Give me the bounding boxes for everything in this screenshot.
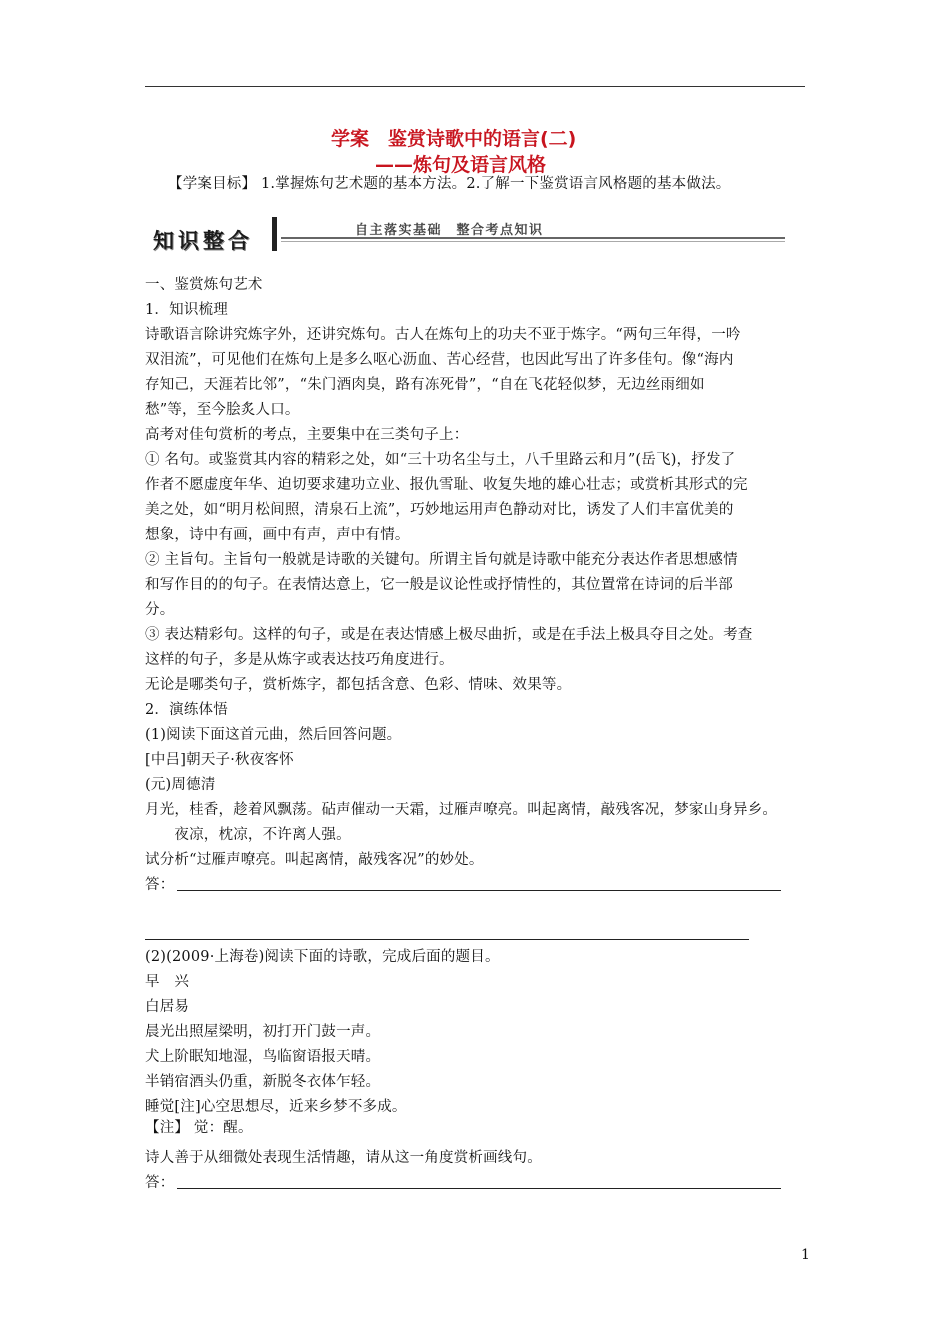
question-text: 诗人善于从细微处表现生活情趣，请从这一角度赏析画线句。 [145, 1150, 542, 1166]
paragraph-line: 美之处，如“明月松间照，清泉石上流”，巧妙地运用声色静动对比，诱发了人们丰富优美的 [145, 502, 734, 518]
poem-author: 白居易 [145, 999, 190, 1015]
paragraph-line: 和写作目的的句子。在表情达意上，它一般是议论性或抒情性的，其位置常在诗词的后半部 [145, 577, 733, 593]
paragraph-line: 高考对佳句赏析的考点，主要集中在三类句子上： [145, 427, 469, 443]
banner-subtitle: 自主落实基础 整合考点知识 [355, 223, 544, 238]
paragraph-line: 分。 [145, 602, 175, 618]
poem-line: 犬上阶眠知地湿，鸟临窗语报天晴。 [145, 1049, 381, 1065]
page-title: 学案 鉴赏诗歌中的语言(二) [331, 128, 577, 150]
question-prompt: (1)阅读下面这首元曲，然后回答问题。 [145, 727, 402, 743]
paragraph-line: 双泪流”，可见他们在炼句上是多么呕心沥血、苦心经营，也因此写出了许多佳句。像“海内 [145, 352, 734, 368]
paragraph-line: 无论是哪类句子，赏析炼字，都包括含意、色彩、情味、效果等。 [145, 677, 572, 693]
page-number: 1 [801, 1247, 810, 1263]
banner-label: 知识整合 [153, 229, 253, 253]
question-text: 试分析“过雁声嘹亮。叫起离情，敲残客况”的妙处。 [145, 852, 484, 868]
paragraph-line: 诗歌语言除讲究炼字外，还讲究炼句。古人在炼句上的功夫不亚于炼字。“两句三年得，一吟 [145, 327, 741, 343]
section-banner [145, 215, 785, 255]
poem-note: 【注】 觉：醒。 [145, 1120, 253, 1136]
banner-rule-thin [281, 241, 785, 242]
question-prompt: (2)(2009·上海卷)阅读下面的诗歌，完成后面的题目。 [145, 949, 500, 965]
paragraph-line: ① 名句。或鉴赏其内容的精彩之处，如“三十功名尘与土，八千里路云和月”(岳飞)，抒发了 [145, 452, 736, 468]
poem-line: 半销宿酒头仍重，新脱冬衣体乍轻。 [145, 1074, 381, 1090]
paragraph-line: ③ 表达精彩句。这样的句子，或是在表达情感上极尽曲折，或是在手法上极具夺目之处。考查 [145, 627, 753, 643]
answer-label: 答： [145, 1175, 175, 1191]
poem-title: [中吕]朝天子·秋夜客怀 [145, 752, 294, 768]
subsection-heading: 2．演练体悟 [145, 702, 228, 718]
answer-line[interactable] [145, 939, 749, 940]
answer-line[interactable] [177, 890, 781, 891]
answer-label: 答： [145, 877, 175, 893]
poem-title: 早 兴 [145, 974, 190, 990]
poem-line: 月光，桂香，趁着风飘荡。砧声催动一天霜，过雁声嘹亮。叫起离情，敲残客况，梦家山身异乡。 [145, 802, 778, 818]
poem-line: 睡觉[注]心空思想尽，近来乡梦不多成。 [145, 1099, 407, 1115]
paragraph-line: 这样的句子，多是从炼字或表达技巧角度进行。 [145, 652, 454, 668]
page-subtitle: ——炼句及语言风格 [375, 154, 547, 176]
paragraph-line: 想象，诗中有画，画中有声，声中有情。 [145, 527, 410, 543]
banner-label-box [145, 219, 267, 251]
paragraph-line: ② 主旨句。主旨句一般就是诗歌的关键句。所谓主旨句就是诗歌中能充分表达作者思想感情 [145, 552, 738, 568]
section-heading: 一、鉴赏炼句艺术 [145, 277, 263, 293]
poem-line: 晨光出照屋梁明，初打开门鼓一声。 [145, 1024, 381, 1040]
poem-author: (元)周德清 [145, 777, 216, 793]
subsection-heading: 1．知识梳理 [145, 302, 228, 318]
paragraph-line: 存知己，天涯若比邻”，“朱门酒肉臭，路有冻死骨”，“自在飞花轻似梦，无边丝雨细如 [145, 377, 705, 393]
poem-line: 夜凉，枕凉，不许离人强。 [145, 827, 351, 843]
answer-line[interactable] [177, 1188, 781, 1189]
header-rule [145, 86, 805, 87]
learning-objective: 【学案目标】 1.掌握炼句艺术题的基本方法。2.了解一下鉴赏语言风格题的基本做法。 [168, 176, 731, 192]
paragraph-line: 作者不愿虚度年华、迫切要求建功立业、报仇雪耻、收复失地的雄心壮志；或赏析其形式的完 [145, 477, 748, 493]
banner-divider-bar [272, 217, 277, 251]
paragraph-line: 愁”等，至今脍炙人口。 [145, 402, 300, 418]
